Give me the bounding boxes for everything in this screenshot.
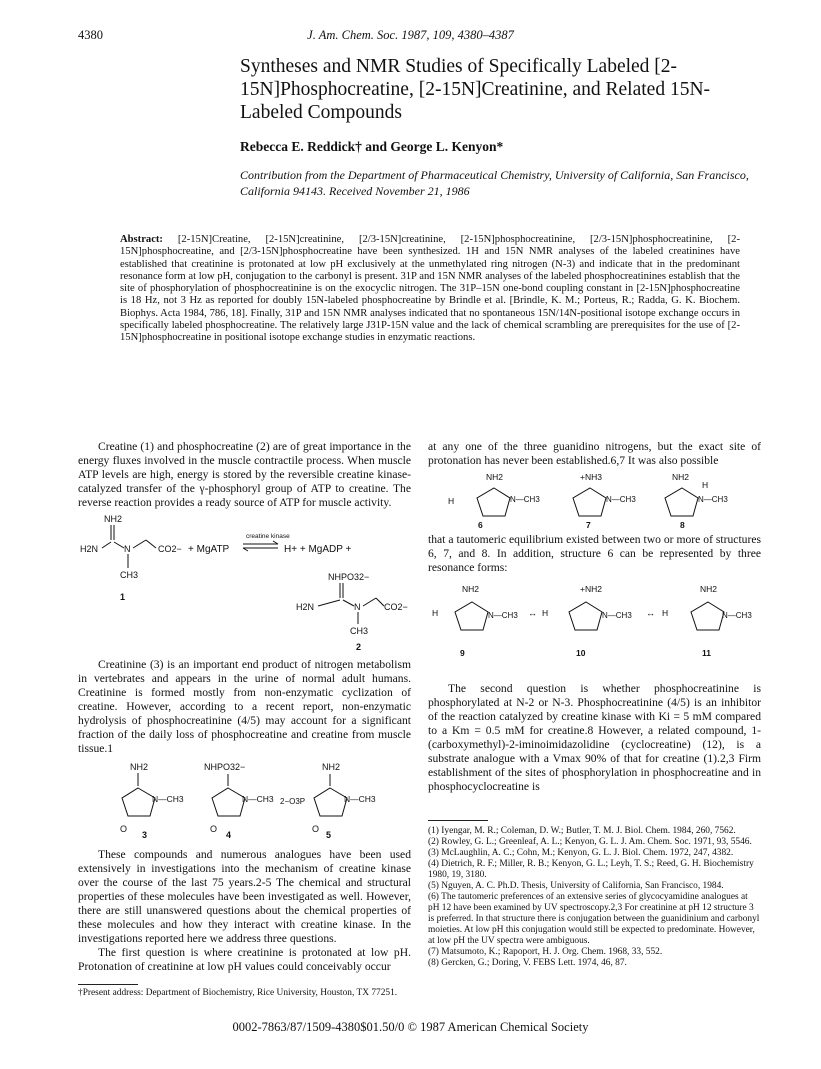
scheme1-products: H+ + MgADP + [284,544,352,555]
svg-text:NHPO32−: NHPO32− [204,762,246,772]
page-number: 4380 [78,28,103,42]
svg-text:NH2: NH2 [462,584,480,594]
svg-text:+NH3: +NH3 [580,472,602,482]
structure-3 [120,762,184,840]
svg-text:H: H [702,480,709,490]
structure-7 [573,472,636,530]
svg-text:H: H [432,608,439,618]
reference-item: (8) Gercken, G.; Doring, V. FEBS Lett. 1974, 46, 87. [428,958,627,968]
compound-label-6: 6 [478,520,483,530]
author-footnote: †Present address: Department of Biochemistry, Rice University, Houston, TX 77251. [78,988,398,998]
reference-item: (7) Matsumoto, K.; Rapoport, H. J. Org. Chem. 1968, 33, 552. [428,947,663,957]
reference-item: (3) McLaughlin, A. C.; Cohn, M.; Kenyon, G. L. J. Biol. Chem. 1972, 247, 4382. [428,848,734,858]
reference-item: (4) Dietrich, R. F.; Miller, R. B.; Kenyon, G. L.; Leyh, T. S.; Reed, G. H. Biochemistry 1980, 19, 3180. [428,859,754,880]
svg-text:N—CH3: N—CH3 [602,611,632,620]
svg-text:NH2: NH2 [486,472,504,482]
authors: Rebecca E. Reddick† and George L. Kenyon* [240,139,504,154]
abstract-label: Abstract: [120,234,163,245]
scheme1-h2n-b: H2N [296,602,315,612]
svg-text:NH2: NH2 [130,762,149,772]
scheme1-co2-b: CO2− [384,602,408,612]
svg-text:N—CH3: N—CH3 [698,495,728,504]
left-column-part-3 [78,848,411,974]
compound-label-2: 2 [356,642,362,652]
compound-label-1: 1 [120,592,126,602]
compound-label-4: 4 [226,830,232,840]
svg-text:N—CH3: N—CH3 [722,611,752,620]
structure-9 [432,584,518,658]
left-column [78,440,411,510]
reference-item: (6) The tautomeric preferences of an extensive series of glycocyamidine analogues at pH 12 have been examined by UV spectroscopy.2,3 For creatinine at pH 12 structure 3 is preferred. In that structure there is conjugation between the guanidinium and carbonyl moieties. At low pH this conjugation would still be expected to predominate. However, at low pH the UV spectra were ambiguous. [428,892,760,946]
right-column-part-1 [428,440,761,468]
footnote-rule [78,984,138,985]
svg-text:N—CH3: N—CH3 [242,794,274,804]
compound-label-7: 7 [586,520,591,530]
svg-text:NH2: NH2 [672,472,690,482]
structure-5 [280,762,376,840]
svg-text:N: N [354,602,361,612]
compound-label-10: 10 [576,648,586,658]
article-title: Syntheses and NMR Studies of Specifically Labeled [2-15N]Phosphocreatine, [2-15N]Creatinine, and Related 15N-Labeled Compounds [240,56,711,123]
right-column-part-2 [428,533,761,575]
structure-8 [665,472,728,530]
intro-paragraph-3: These compounds and numerous analogues have been used extensively in investigations into the mechanism of creatine kinase over the course of the last 75 years.2-5 The chemical and structural properties of these molecules have been investigated as well. However, there are still unanswered questions about the chemical properties of these molecules and how they interact with creatine kinase. In the investigations reported here we address three questions. [78,848,411,945]
scheme1-ch3-b: CH3 [350,626,369,636]
scheme-resonance-forms [430,580,765,660]
structure-11 [662,584,752,658]
svg-text:↔: ↔ [528,608,537,618]
right-paragraph-2: that a tautomeric equilibrium existed between two or more of structures 6, 7, and 8. In addition, structure 6 can be represented by three resonance forms: [428,533,761,574]
abstract-text: [2-15N]Creatine, [2-15N]creatinine, [2/3-15N]creatinine, [2-15N]phosphocreatinine, [2/3-15N]phosphocreatinine, [2-15N]phosphocreatine, and [2/3-15N]phosphocreatine have been synthesized. 1H and 15N NMR analyses of the labeled creatinines have established that creatinine is protonated at low pH exclusively at the unmethylated ring nitrogen (N-3) and indicate that in the predominant resonance form at low pH, conjugation to the carbonyl is present. 31P and 15N NMR analyses of the labeled phosphocreatinines establish that the site of phosphorylation of phosphocreatinine is on the exocyclic nitrogen. The 31P–15N one-bond coupling constant in [2-15N]phosphocreatine is 18 Hz, not 3 Hz as reported for doubly 15N-labeled phosphocreatine by Brindle et al. [Brindle, K. M.; Porteus, R.; Radda, G. K. Biochem. Biophys. Acta 1984, 786, 18]. Finally, 31P and 15N NMR analyses indicated that no spontaneous 15N/14N-positional isotope exchange occurs in specifically labeled phosphocreatine. The relatively large J31P-15N value and the lack of chemical scrambling are prerequisites for the use of [2-15N]phosphocreatine in positional isotope exchange studies in enzymatic reactions. [120,234,740,344]
reference-item: (5) Nguyen, A. C. Ph.D. Thesis, University of California, San Francisco, 1984. [428,881,724,891]
svg-text:NH2: NH2 [322,762,341,772]
structure-10 [542,584,632,658]
scheme1-co2: CO2− [158,544,182,554]
svg-text:NH2: NH2 [700,584,718,594]
scheme1-nhpo3: NHPO32− [328,572,370,582]
intro-paragraph-2: Creatinine (3) is an important end product of nitrogen metabolism in vertebrates and appears in the urine of normal adult humans. Creatinine is formed mostly from non-enzymatic cyclization of creatine. However, according to a recent report, non-enzymatic hydrolysis of phosphocreatinine (4/5) may account for a significant fraction of the daily loss of phosphocreatine and creatine from muscle tissue.1 [78,658,411,755]
right-column-part-3 [428,682,761,794]
copyright-footer: 0002-7863/87/1509-4380$01.50/0 © 1987 American Chemical Society [232,1020,589,1034]
scheme-protonation-sites [440,470,760,530]
svg-text:N—CH3: N—CH3 [488,611,518,620]
scheme1-h2n: H2N [80,544,99,554]
svg-text:N—CH3: N—CH3 [606,495,636,504]
abstract [120,234,740,345]
svg-text:+NH2: +NH2 [580,584,602,594]
structure-6 [448,472,540,530]
svg-text:H: H [542,608,549,618]
intro-paragraph-1: Creatine (1) and phosphocreatine (2) are of great importance in the energy fluxes involved in the muscle contractile process. When muscle ATP levels are high, energy is stored by the reversible creatine kinase-catalyzed transfer of the γ-phosphoryl group of ATP to creatine. The reverse reaction provides a ready source of ATP for muscle activity. [78,440,411,509]
svg-text:H: H [662,608,669,618]
right-paragraph-3: The second question is whether phosphocreatinine is phosphorylated at N-2 or N-3. Phosphocreatinine (4/5) is an inhibitor of the reaction catalyzed by creatine kinase with Ki = 5 mM compared to a Km = 0.5 mM for creatine.8 However, a related compound, 1-(carboxymethyl)-2-iminoimidazolidine (cyclocreatine) (12), is a substrate analogue with a Vmax 90% of that for creatine (1).2,3 Firm establishment of the sites of phosphorylation in phosphocreatine and in phosphocyclocreatine is [428,682,761,793]
svg-text:O: O [312,824,320,834]
references-rule [428,820,488,821]
svg-text:↔: ↔ [646,608,655,618]
scheme1-nh2: NH2 [104,514,123,524]
right-paragraph-1: at any one of the three guanidino nitrogens, but the exact site of protonation has never been established.6,7 It was also possible [428,440,761,467]
compound-label-5: 5 [326,830,332,840]
reference-item: (2) Rowley, G. L.; Greenleaf, A. L.; Kenyon, G. L. J. Am. Chem. Soc. 1971, 93, 5546. [428,837,752,847]
svg-text:2−O3P: 2−O3P [280,797,306,806]
scheme1-ch3: CH3 [120,570,139,580]
svg-text:N—CH3: N—CH3 [510,495,540,504]
compound-label-8: 8 [680,520,685,530]
scheme-creatine-kinase-reaction [78,510,418,655]
compound-label-9: 9 [460,648,465,658]
svg-text:N—CH3: N—CH3 [344,794,376,804]
intro-paragraph-4: The first question is where creatinine is protonated at low pH. Protonation of creatinine at low pH values could conceivably occur [78,946,411,973]
svg-text:O: O [210,824,218,834]
references-list [428,826,761,969]
scheme1-enzyme: creatine kinase [246,533,290,540]
svg-text:H: H [448,496,455,506]
svg-text:O: O [120,824,128,834]
structure-4 [204,762,274,840]
scheme-creatinine-structures [100,760,420,840]
compound-label-11: 11 [702,648,711,658]
compound-label-3: 3 [142,830,148,840]
reference-item: (1) Iyengar, M. R.; Coleman, D. W.; Butler, T. M. J. Biol. Chem. 1984, 260, 7562. [428,826,736,836]
affiliation: Contribution from the Department of Pharmaceutical Chemistry, University of California, San Francisco, California 94143. Received November 21, 1986 [240,168,749,198]
svg-text:N: N [124,544,131,554]
svg-text:N—CH3: N—CH3 [152,794,184,804]
journal-citation: J. Am. Chem. Soc. 1987, 109, 4380–4387 [307,28,514,42]
scheme1-mgatp: + MgATP [188,544,230,555]
left-column-part-2 [78,658,411,756]
